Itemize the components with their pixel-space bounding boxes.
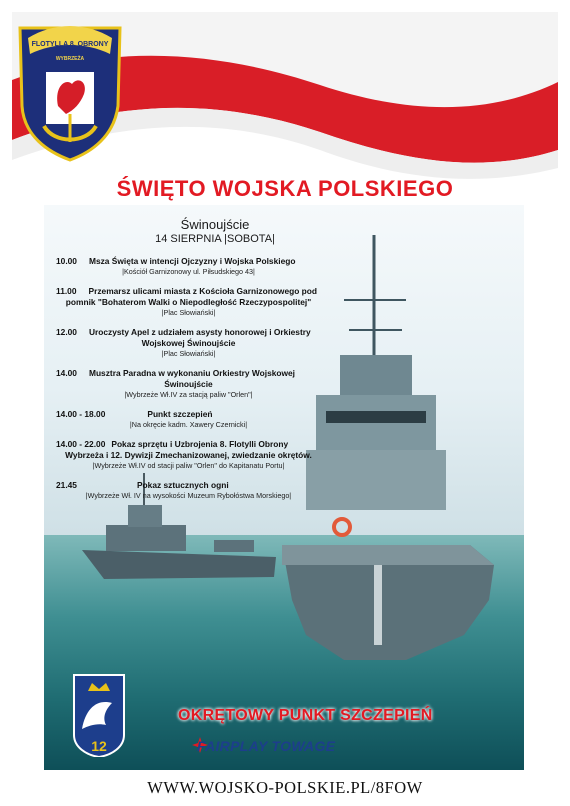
event-location: |Wybrzeże Wł. IV na wysokości Muzeum Rybołóstwa Morskiego| [85,491,292,500]
event-title: Punkt szczepień [147,409,213,419]
website-url[interactable]: WWW.WOJSKO-POLSKIE.PL/8FOW [147,778,423,797]
list-item [56,256,321,277]
event-title-cont: Świnoujście [164,379,213,389]
event-title-cont: pomnik "Bohaterom Walki o Niepodległość Rzeczypospolitej" [65,297,312,307]
page-title: ŚWIĘTO WOJSKA POLSKIEGO [116,176,454,201]
event-title: Msza Święta w intencji Ojczyzny i Wojska Polskiego [88,256,296,266]
event-location: |Kościół Garnizonowy ul. Piłsudskiego 43| [122,267,255,276]
event-time: 14.00 [56,368,77,378]
list-item [56,480,321,501]
event-title-cont: Wybrzeża i 12. Dywizji Zmechanizowanej, zwiedzanie okrętów. [65,450,312,460]
vaccination-point-text: OKRĘTOWY PUNKT SZCZEPIEŃ [178,707,433,724]
event-title: Pokaz sprzętu i Uzbrojenia 8. Flotylli Obrony [111,439,289,449]
event-time: 11.00 [56,286,77,296]
flotilla-crest [14,14,126,164]
event-location: |Wybrzeże Wł.IV za stacją paliw "Orlen"| [124,390,253,399]
event-title: Przemarsz ulicami miasta z Kościoła Garnizonowego pod [88,286,318,296]
list-item [56,409,321,430]
list-item [56,368,321,400]
list-item [56,327,321,359]
event-list [56,256,321,510]
event-title: Pokaz sztucznych ogni [136,480,229,490]
list-item [56,286,321,318]
event-title-cont: Wojskowej Świnoujście [141,338,236,348]
event-location: |Wybrzeże Wł.IV od stacji paliw "Orlen" do Kapitanatu Portu| [92,461,285,470]
crest-sub-text: WYBRZEŻA [55,56,85,62]
city-name: Świnoujście [180,217,250,232]
list-item [56,439,321,471]
event-title: Musztra Paradna w wykonaniu Orkiestry Wojskowej [88,368,295,378]
event-location: |Plac Słowiański| [161,349,216,358]
event-time: 14.00 - 18.00 [56,409,106,419]
event-date: 14 SIERPNIA |SOBOTA| [155,233,275,245]
division-crest [72,673,126,757]
event-time: 14.00 - 22.00 [56,439,106,449]
event-location: |Plac Słowiański| [161,308,216,317]
sponsor-logo: FAIRPLAY TOWAGE [197,738,336,754]
crest-band-text: FLOTYLLA 8. OBRONY [31,41,109,48]
event-location: |Na okręcie kadm. Xawery Czernicki| [129,420,248,429]
event-time: 10.00 [56,256,77,266]
event-title: Uroczysty Apel z udziałem asysty honorowej i Orkiestry [88,327,311,337]
division-number: 12 [91,738,107,754]
event-time: 21.45 [56,480,77,490]
event-time: 12.00 [56,327,77,337]
